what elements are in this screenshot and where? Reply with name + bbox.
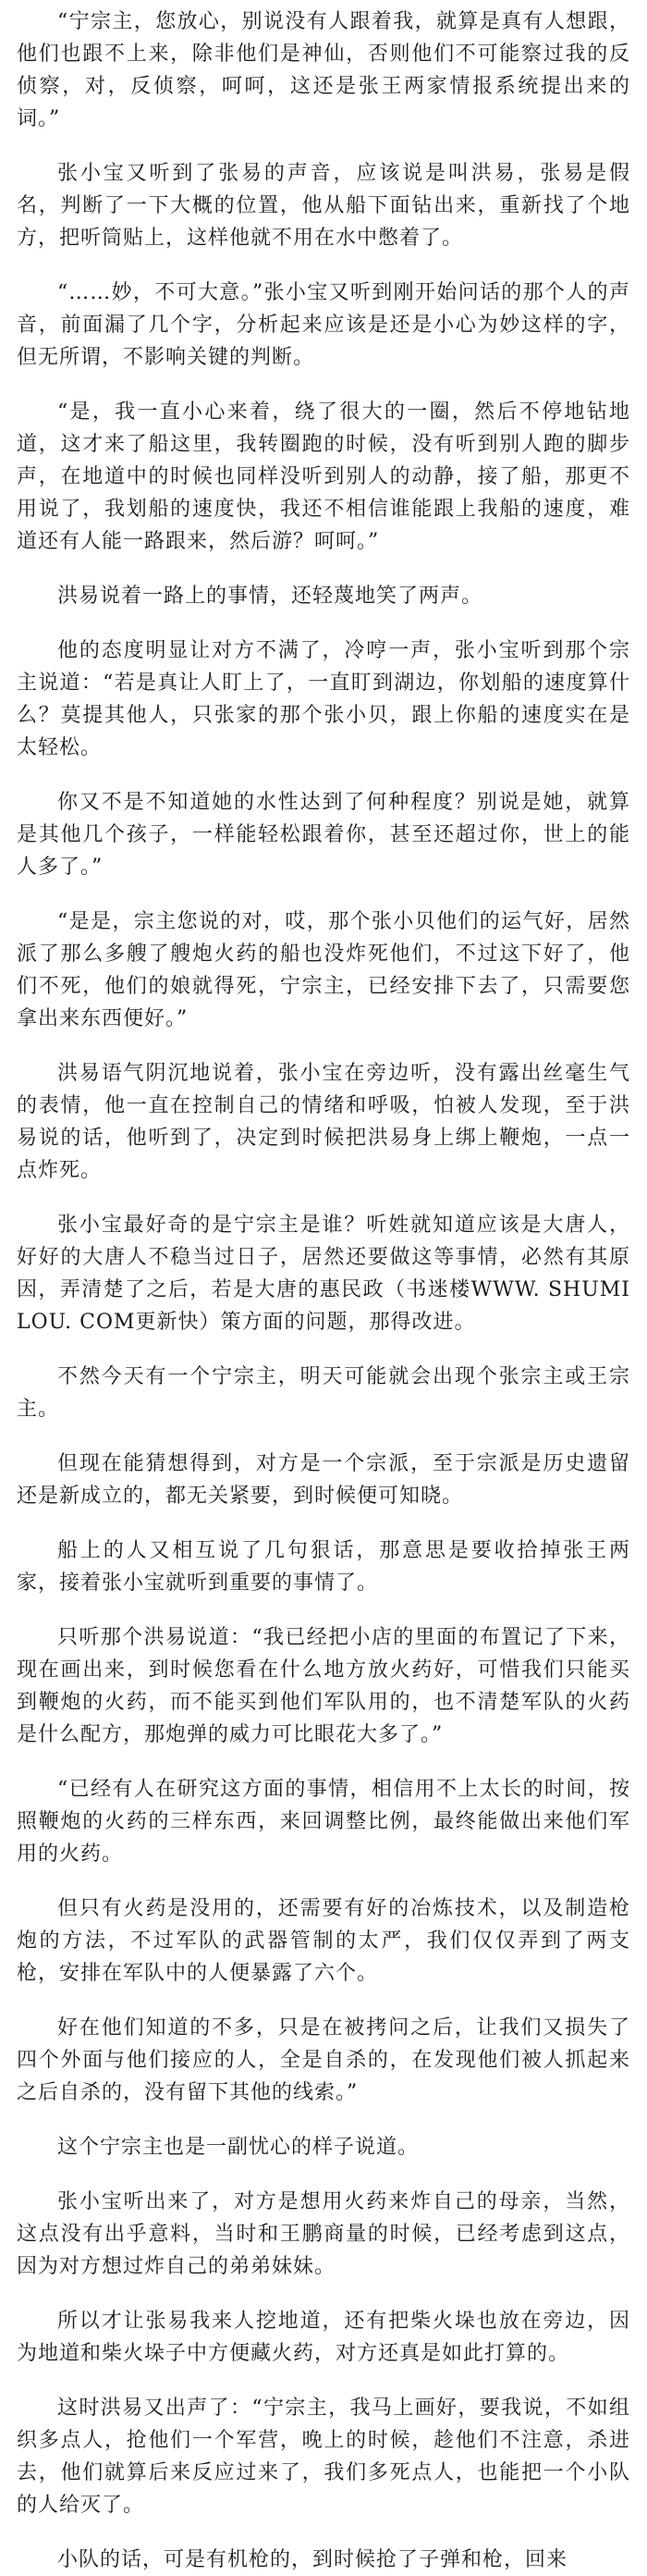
- paragraph: 洪易语气阴沉地说着，张小宝在旁边听，没有露出丝毫生气的表情，他一直在控制自己的情绪和呼吸，怕被人发现，至于洪易说的话，他听到了，决定到时候把洪易身上绑上鞭炮，一点一点炸死。: [17, 1062, 630, 1182]
- paragraph: 他的态度明显让对方不满了，冷哼一声，张小宝听到那个宗主说道：“若是真让人盯上了，一直盯到湖边，你划船的速度算什么？莫提其他人，只张家的那个张小贝，跟上你船的速度实在是太轻松。: [17, 639, 630, 759]
- paragraph: 小队的话，可是有机枪的，到时候抢了子弹和枪，回来: [57, 2548, 568, 2571]
- paragraph: “……妙，不可大意。”张小宝又听到刚开始问话的那个人的声音，前面漏了几个字，分析起来应该是还是小心为妙这样的字，但无所谓，不影响关键的判断。: [17, 281, 630, 369]
- paragraph: 张小宝又听到了张易的声音，应该说是叫洪易，张易是假名，判断了一下大概的位置，他从船下面钻出来，重新找了个地方，把听筒贴上，这样他就不用在水中憋着了。: [17, 162, 630, 250]
- paragraph: 不然今天有一个宁宗主，明天可能就会出现个张宗主或王宗主。: [17, 1365, 630, 1421]
- paragraph: 船上的人又相互说了几句狠话，那意思是要收拾掉张王两家，接着张小宝就听到重要的事情了。: [17, 1539, 630, 1595]
- paragraph: 张小宝最好奇的是宁宗主是谁？听姓就知道应该是大唐人，好好的大唐人不稳当过日子，居然还要做这等事情，必然有其原因，弄清楚了之后，若是大唐的惠民政（书迷楼WWW. SHUMI LOU. COM更新快）策方面的问题，那得改进。: [17, 1214, 630, 1334]
- paragraph: 这个宁宗主也是一副忧心的样子说道。: [57, 2136, 420, 2159]
- paragraph: “是是，宗主您说的对，哎，那个张小贝他们的运气好，居然派了那么多艘了艘炮火药的船也没炸死他们，不过这下好了，他们不死，他们的娘就得死，宁宗主，已经安排下去了，只需要您拿出来东西便好。”: [17, 910, 630, 1030]
- paragraph: 但只有火药是没用的，还需要有好的冶炼技术，以及制造枪炮的方法，不过军队的武器管制的太严，我们仅仅弄到了两支枪，安排在军队中的人便暴露了六个。: [17, 1897, 630, 1985]
- paragraph: 你又不是不知道她的水性达到了何种程度？别说是她，就算是其他几个孩子，一样能轻松跟着你，甚至还超过你，世上的能人多了。”: [17, 791, 630, 879]
- paragraph: 张小宝听出来了，对方是想用火药来炸自己的母亲，当然，这点没有出乎意料，当时和王鹏商量的时候，已经考虑到这点，因为对方想过炸自己的弟弟妹妹。: [17, 2190, 630, 2278]
- paragraph: “已经有人在研究这方面的事情，相信用不上太长的时间，按照鞭炮的火药的三样东西，来回调整比例，最终能做出来他们军用的火药。: [17, 1778, 630, 1866]
- paragraph: 所以才让张易我来人挖地道，还有把柴火垛也放在旁边，因为地道和柴火垛子中方便藏火药，对方还真是如此打算的。: [17, 2310, 630, 2365]
- paragraph: 洪易说着一路上的事情，还轻蔑地笑了两声。: [57, 585, 483, 608]
- paragraph: 好在他们知道的不多，只是在被拷问之后，让我们又损失了四个外面与他们接应的人，全是自杀的，在发现他们被人抓起来之后自杀的，没有留下其他的线索。”: [17, 2016, 630, 2104]
- paragraph: 但现在能猜想得到，对方是一个宗派，至于宗派是历史遗留还是新成立的，都无关紧要，到时候便可知晓。: [17, 1452, 630, 1508]
- paragraph: “宁宗主，您放心，别说没有人跟着我，就算是真有人想跟，他们也跟不上来，除非他们是神仙，否则他们不可能察过我的反侦察，对，反侦察，呵呵，这还是张王两家情报系统提出来的词。”: [17, 10, 630, 130]
- paragraph: 只听那个洪易说道：“我已经把小店的里面的布置记了下来，现在画出来，到时候您看在什么地方放火药好，可惜我们只能买到鞭炮的火药，而不能买到他们军队用的，也不清楚军队的火药是什么配方，那炮弹的威力可比眼花大多了。”: [17, 1626, 630, 1746]
- paragraph: “是，我一直小心来着，绕了很大的一圈，然后不停地钻地道，这才来了船这里，我转圈跑的时候，没有听到别人跑的脚步声，在地道中的时候也同样没听到别人的动静，接了船，那更不用说了，我划船的速度快，我还不相信谁能跟上我船的速度，难道还有人能一路跟来，然后游？呵呵。”: [17, 401, 630, 553]
- paragraph: 这时洪易又出声了：“宁宗主，我马上画好，要我说，不如组织多点人，抢他们一个军营，晚上的时候，趁他们不注意，杀进去，他们就算后来反应过来了，我们多死点人，也能把一个小队的人给灭了。: [17, 2397, 630, 2517]
